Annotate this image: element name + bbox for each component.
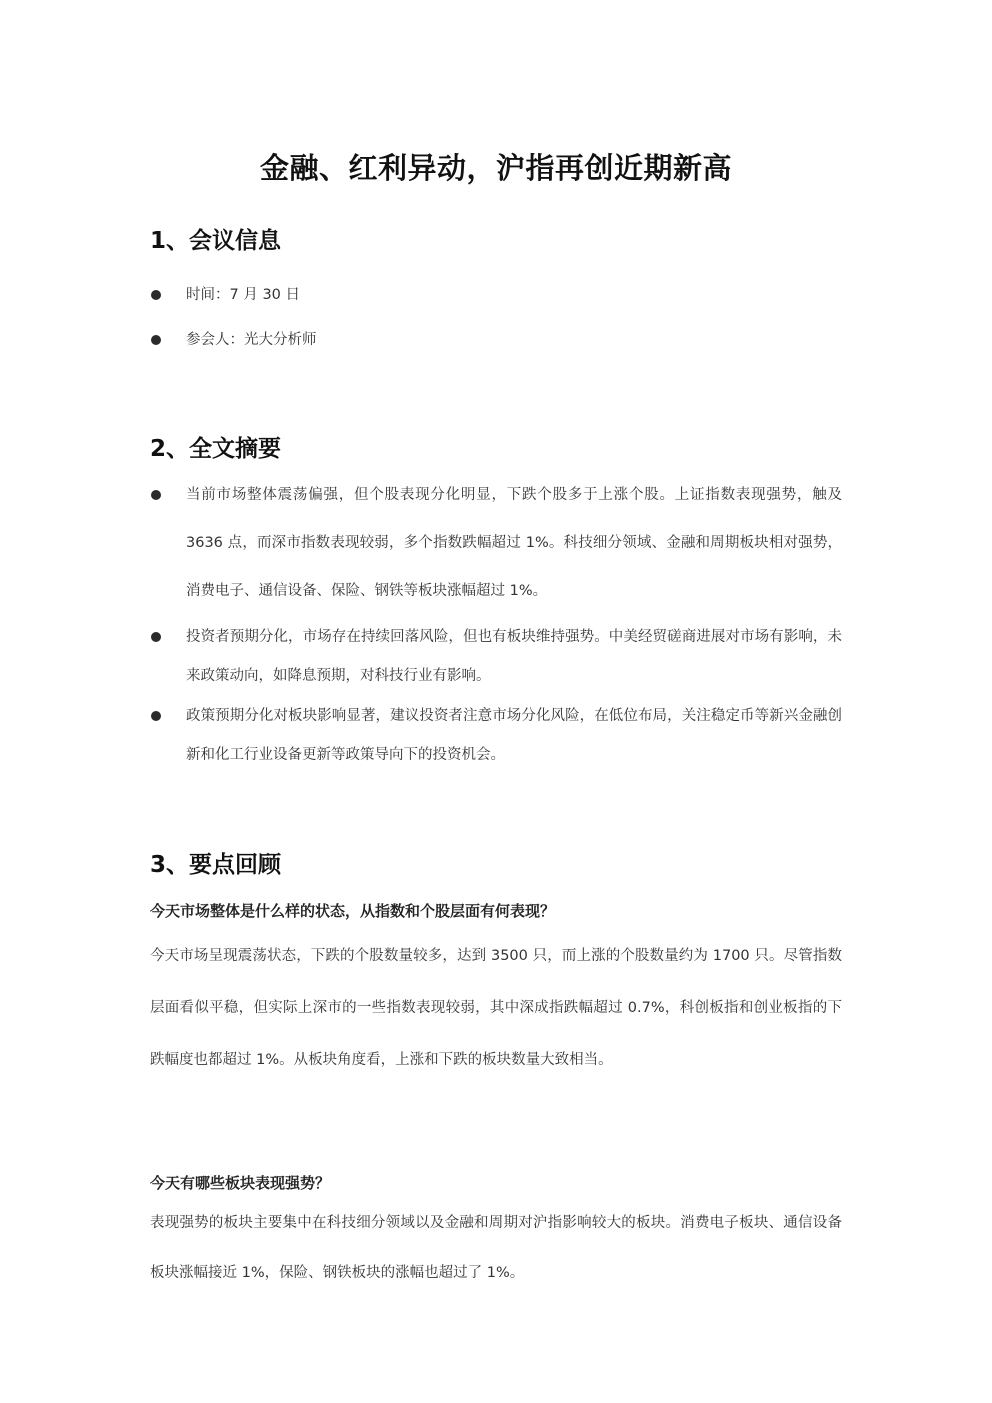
meeting-attendees: 参会人：光大分析师 — [186, 332, 317, 348]
bullet-dot — [151, 711, 161, 721]
bullet-dot — [151, 335, 161, 345]
bullet-dot — [151, 290, 161, 300]
section-heading-summary: 2、全文摘要 — [150, 436, 282, 462]
summary-paragraph: 当前市场整体震荡偏强，但个股表现分化明显，下跌个股多于上涨个股。上证指数表现强势，触及 3636 点，而深市指数表现较弱，多个指数跌幅超过 1%。科技细分领域、金融和周期板块相对强势，消费电子、通信设备、保险、钢铁等板块涨幅超过 1%。 — [186, 487, 842, 599]
summary-paragraph: 投资者预期分化，市场存在持续回落风险，但也有板块维持强势。中美经贸磋商进展对市场有影响，未来政策动向，如降息预期，对科技行业有影响。 — [186, 629, 842, 684]
document-title: 金融、红利异动，沪指再创近期新高 — [259, 151, 732, 185]
question-heading: 今天市场整体是什么样的状态，从指数和个股层面有何表现？ — [150, 902, 556, 920]
question-heading: 今天有哪些板块表现强势？ — [150, 1174, 331, 1192]
section-heading-meeting-info: 1、会议信息 — [150, 228, 282, 254]
summary-paragraph: 政策预期分化对板块影响显著，建议投资者注意市场分化风险，在低位布局，关注稳定币等新兴金融创新和化工行业设备更新等政策导向下的投资机会。 — [186, 708, 842, 763]
answer-paragraph: 表现强势的板块主要集中在科技细分领域以及金融和周期对沪指影响较大的板块。消费电子板块、通信设备板块涨幅接近 1%，保险、钢铁板块的涨幅也超过了 1%。 — [150, 1215, 842, 1281]
section-heading-key-points: 3、要点回顾 — [150, 852, 282, 878]
meeting-time: 时间：7 月 30 日 — [186, 287, 301, 303]
bullet-dot — [151, 490, 161, 500]
bullet-dot — [151, 632, 161, 642]
answer-paragraph: 今天市场呈现震荡状态，下跌的个股数量较多，达到 3500 只，而上涨的个股数量约为 1700 只。尽管指数层面看似平稳，但实际上深市的一些指数表现较弱，其中深成指跌幅超过 0.7%，科创板指和创业板指的下跌幅度也都超过 1%。从板块角度看，上涨和下跌的板块数量大致相当。 — [150, 948, 842, 1068]
